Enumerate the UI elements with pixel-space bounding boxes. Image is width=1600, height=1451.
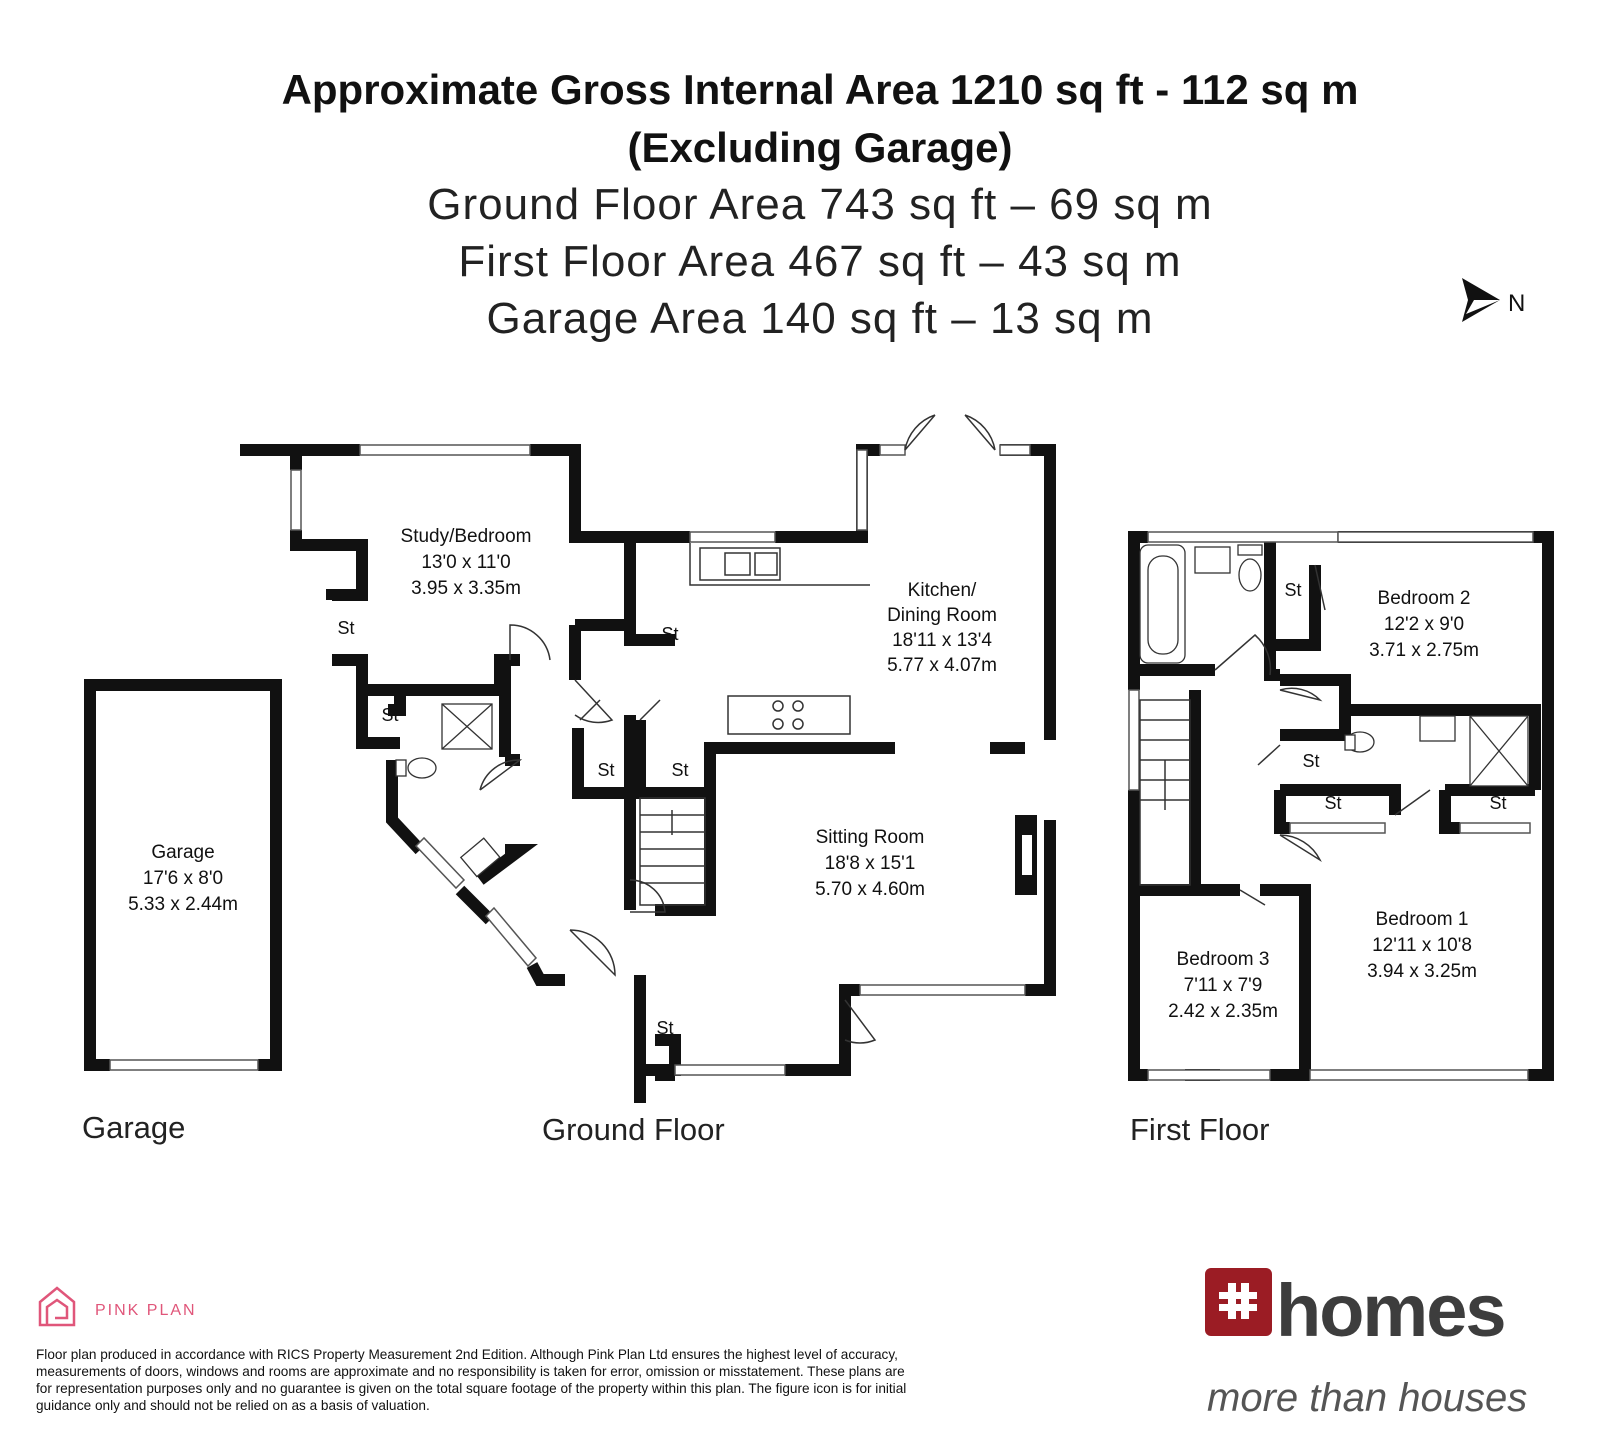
svg-text:Dining Room: Dining Room	[887, 605, 997, 626]
ground-floor-label: Ground Floor	[542, 1112, 725, 1147]
garage-floor-label: Garage	[82, 1110, 186, 1145]
svg-text:5.70 x 4.60m: 5.70 x 4.60m	[815, 879, 925, 900]
svg-text:2.42 x 2.35m: 2.42 x 2.35m	[1168, 1001, 1278, 1022]
study-label	[401, 526, 532, 599]
kitchen-units	[690, 543, 870, 734]
bedroom1-label	[1367, 909, 1477, 982]
north-arrow-icon	[1462, 278, 1500, 322]
garage-area: Garage Area 140 sq ft – 13 sq m	[486, 294, 1154, 343]
pink-plan-logo-icon	[40, 1288, 74, 1325]
svg-text:3.95 x 3.35m: 3.95 x 3.35m	[411, 578, 521, 599]
storage-label: St	[337, 618, 355, 638]
svg-text:13'0 x 11'0: 13'0 x 11'0	[421, 552, 511, 573]
storage-label: St	[661, 624, 679, 644]
first-floor-area: First Floor Area 467 sq ft – 43 sq m	[458, 237, 1182, 286]
svg-text:12'2 x 9'0: 12'2 x 9'0	[1383, 614, 1465, 635]
storage-label: St	[1489, 793, 1507, 813]
storage-label: St	[671, 760, 689, 780]
ground-floor-area: Ground Floor Area 743 sq ft – 69 sq m	[427, 180, 1213, 229]
svg-text:17'6 x 8'0: 17'6 x 8'0	[142, 868, 224, 889]
storage-label: St	[1284, 580, 1302, 600]
disclaimer-text: Floor plan produced in accordance with RICS Property Measurement 2nd Edition. Although Pink Plan Ltd ensures the highest level of accuracy, measurements of doors, windows and rooms are approximate and no responsibility is taken for error, omission or misstatement. These plans are for representation purposes only and no guarantee is given on the total square footage of the property within this plan. The figure icon is for initial guidance only and should not be relied on as a basis of valuation.	[36, 1347, 907, 1413]
svg-text:Bedroom 3: Bedroom 3	[1176, 949, 1270, 970]
kitchen-label	[887, 580, 997, 676]
area-title: Approximate Gross Internal Area 1210 sq ft - 112 sq m	[281, 66, 1359, 113]
first-stairs	[1140, 700, 1190, 885]
pink-plan-wordmark: PINK PLAN	[95, 1302, 197, 1319]
svg-text:3.94 x 3.25m: 3.94 x 3.25m	[1367, 961, 1477, 982]
svg-text:18'11 x 13'4: 18'11 x 13'4	[892, 630, 992, 651]
sitting-label	[815, 827, 925, 900]
storage-label: St	[597, 760, 615, 780]
svg-text:12'11 x 10'8: 12'11 x 10'8	[1372, 935, 1472, 956]
first-floor-label: First Floor	[1130, 1112, 1270, 1147]
garage-door	[110, 1060, 258, 1070]
homes-wordmark: homes	[1276, 1269, 1505, 1352]
svg-text:Garage: Garage	[151, 842, 215, 863]
homes-logo-icon	[1205, 1268, 1272, 1336]
ground-floor-walls	[240, 450, 1050, 1103]
svg-text:5.77 x 4.07m: 5.77 x 4.07m	[887, 655, 997, 676]
north-label: N	[1508, 290, 1526, 317]
svg-text:7'11 x 7'9: 7'11 x 7'9	[1183, 975, 1263, 996]
svg-text:Bedroom 2: Bedroom 2	[1377, 588, 1471, 609]
svg-text:Sitting Room: Sitting Room	[815, 827, 925, 848]
svg-text:Bedroom 1: Bedroom 1	[1375, 909, 1469, 930]
bedroom3-label	[1168, 949, 1278, 1022]
storage-label: St	[381, 705, 399, 725]
homes-tagline: more than houses	[1207, 1376, 1528, 1420]
ground-stairs	[640, 798, 705, 905]
bedroom2-label	[1369, 588, 1479, 661]
svg-text:Study/Bedroom: Study/Bedroom	[400, 526, 532, 547]
storage-label: St	[1302, 751, 1320, 771]
svg-text:Kitchen/: Kitchen/	[907, 580, 977, 601]
area-subtitle: (Excluding Garage)	[627, 124, 1013, 171]
storage-label: St	[656, 1018, 674, 1038]
cloakroom-fixtures	[396, 704, 500, 877]
svg-text:3.71 x 2.75m: 3.71 x 2.75m	[1369, 640, 1479, 661]
svg-text:18'8 x 15'1: 18'8 x 15'1	[824, 853, 916, 874]
fireplace-inset	[1022, 835, 1032, 875]
svg-text:5.33 x 2.44m: 5.33 x 2.44m	[128, 894, 238, 915]
storage-label: St	[1324, 793, 1342, 813]
garage-label	[128, 842, 238, 915]
